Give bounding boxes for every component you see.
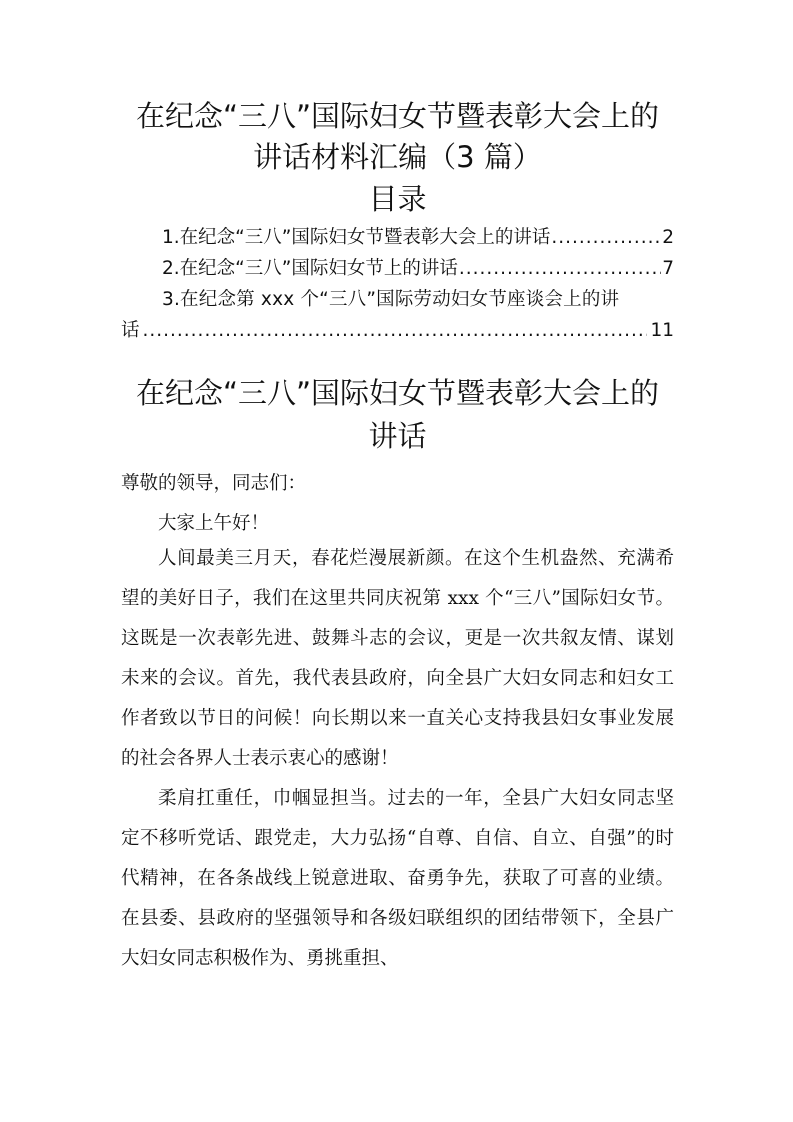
section-title-line1: 在纪念“三八”国际妇女节暨表彰大会上的: [135, 376, 660, 410]
document-title-line2: 讲话材料汇编（3 篇）: [253, 140, 542, 174]
toc-dot-leader: [551, 222, 661, 253]
toc-entry-page: 2: [662, 227, 674, 248]
document-title: [121, 96, 674, 178]
speech-body: [121, 468, 674, 979]
speech-paragraph-2: 柔肩扛重任，巾帼显担当。过去的一年，全县广大妇女同志坚定不移听党话、跟党走，大力弘扬“自尊、自信、自立、自强”的时代精神，在各条战线上锐意进取、奋勇争先，获取了可喜的业绩。在县委、县政府的坚强领导和各级妇联组织的团结带领下，全县广大妇女同志积极作为、勇挑重担、: [121, 788, 674, 969]
toc-entry-page: 11: [650, 320, 674, 341]
toc-dot-leader: [459, 253, 661, 284]
toc-entry-2[interactable]: [121, 253, 674, 284]
toc-entry-label: 2.在纪念“三八”国际妇女节上的讲话: [162, 258, 458, 279]
toc-entry-label-line2: 话: [121, 320, 140, 341]
toc-entry-label-line1: 3.在纪念第 xxx 个“三八”国际劳动妇女节座谈会上的讲: [162, 289, 620, 310]
toc-heading: 目录: [368, 182, 427, 216]
toc-entry-line2: [121, 315, 674, 346]
toc-entry-page: 7: [662, 258, 674, 279]
toc-entry-3[interactable]: [121, 284, 674, 346]
page-content: [121, 96, 674, 979]
document-title-line1: 在纪念“三八”国际妇女节暨表彰大会上的: [135, 99, 660, 133]
toc-entry-label: 1.在纪念“三八”国际妇女节暨表彰大会上的讲话: [162, 227, 551, 248]
speech-paragraph-1: 人间最美三月天，春花烂漫展新颜。在这个生机盎然、充满希望的美好日子，我们在这里共同庆祝第 xxx 个“三八”国际妇女节。这既是一次表彰先进、鼓舞斗志的会议，更是一次共叙友情、谋划未来的会议。首先，我代表县政府，向全县广大妇女同志和妇女工作者致以节日的问候！向长期以来一直关心支持我县妇女事业发展的社会各界人士表示衷心的感谢！: [121, 548, 674, 769]
section-title: [121, 372, 674, 458]
section-title-line2: 讲话: [368, 419, 427, 453]
table-of-contents: [121, 222, 674, 346]
toc-entry-1[interactable]: [121, 222, 674, 253]
speech-greeting: 大家上午好！: [158, 513, 270, 534]
toc-dot-leader: [143, 315, 648, 346]
speech-salutation: 尊敬的领导，同志们：: [121, 473, 307, 494]
